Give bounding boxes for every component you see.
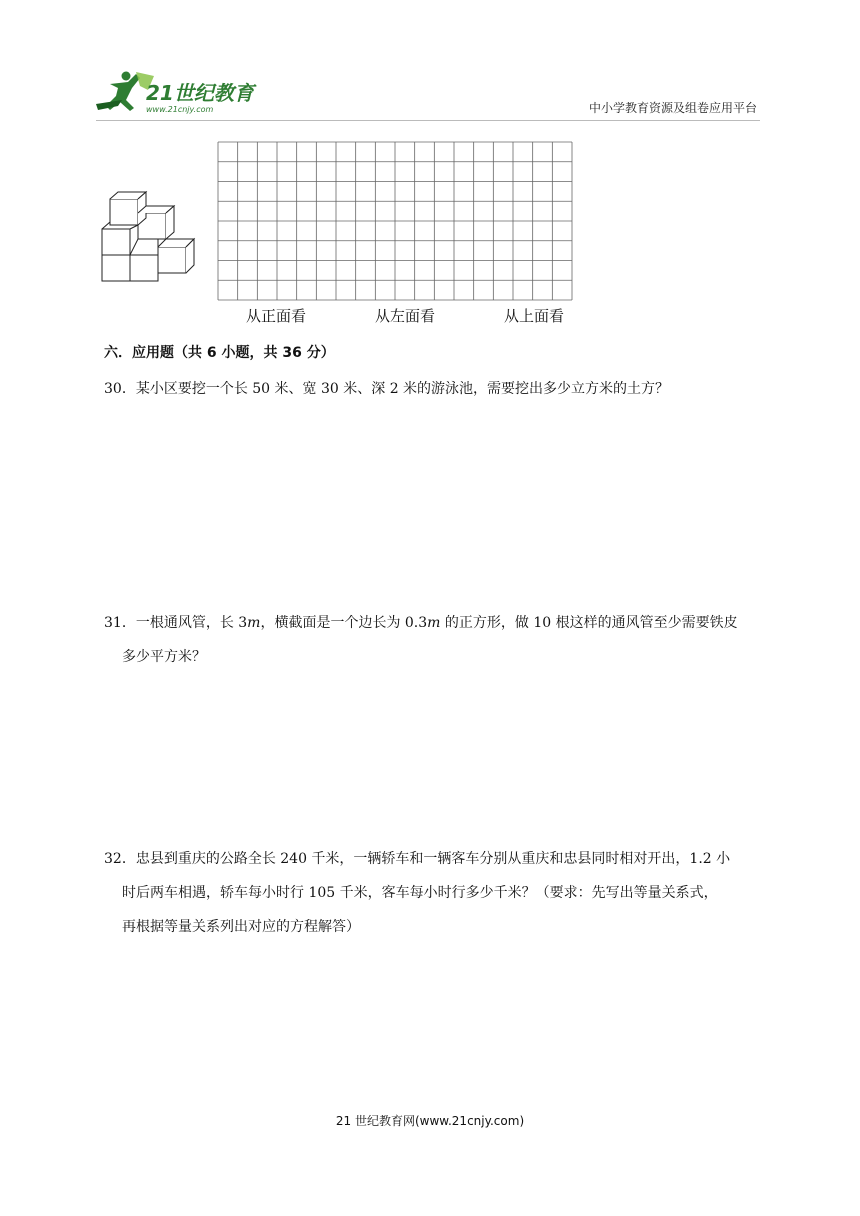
q31-unit-2: m <box>427 615 441 631</box>
question-31-line-2: 多少平方米？ <box>122 649 206 665</box>
view-label-top: 从上面看 <box>504 307 565 325</box>
section-title: 六．应用题（共 6 小题，共 36 分） <box>104 345 335 361</box>
logo-url-text: www.21cnjy.com <box>146 105 214 114</box>
view-label-left: 从左面看 <box>375 307 436 325</box>
question-32-line-3: 再根据等量关系列出对应的方程解答） <box>122 919 360 935</box>
q31-text-a: 31．一根通风管，长 3 <box>104 615 248 631</box>
platform-name: 中小学教育资源及组卷应用平台 <box>588 101 757 115</box>
question-32-line-1: 32．忠县到重庆的公路全长 240 千米，一辆轿车和一辆客车分别从重庆和忠县同时相对开出，1.2 小 <box>104 851 731 867</box>
cube-stack <box>102 192 194 281</box>
logo-main-text: 21世纪教育 <box>146 81 254 105</box>
q31-text-b: ，横截面是一个边长为 0.3 <box>260 615 428 631</box>
question-31 <box>104 606 764 674</box>
q31-unit-1: m <box>247 615 261 631</box>
question-32 <box>104 842 764 944</box>
question-31-line-1 <box>104 606 764 640</box>
page-header <box>0 0 860 130</box>
question-30 <box>104 372 764 406</box>
answer-grid <box>218 142 572 300</box>
logo <box>96 70 266 116</box>
question-30-text: 30．某小区要挖一个长 50 米、宽 30 米、深 2 米的游泳池，需要挖出多少立方米的土方？ <box>104 381 670 397</box>
page-footer: 21 世纪教育网(www.21cnjy.com) <box>335 1114 525 1128</box>
view-label-front: 从正面看 <box>246 307 307 325</box>
cube-figure-with-grid <box>96 138 586 333</box>
header-divider <box>96 120 760 121</box>
question-32-line-2: 时后两车相遇，轿车每小时行 105 千米，客车每小时行多少千米？（要求：先写出等量关系式， <box>122 885 718 901</box>
q31-text-c: 的正方形，做 10 根这样的通风管至少需要铁皮 <box>440 615 738 631</box>
